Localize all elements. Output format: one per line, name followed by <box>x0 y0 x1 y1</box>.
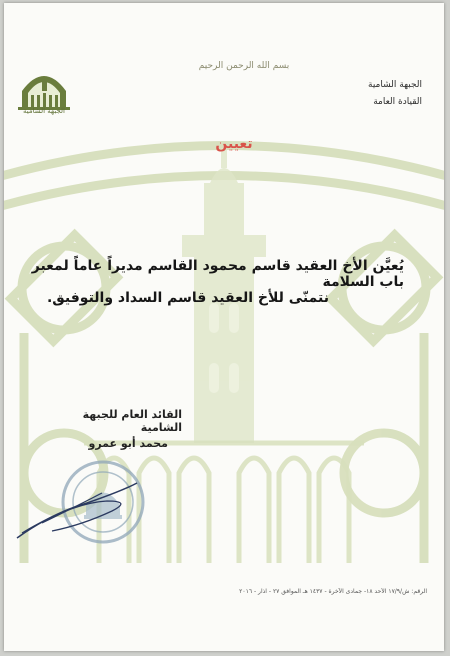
signatory-title: القائد العام للجبهة الشامية <box>82 408 182 434</box>
document-title: تعيين <box>215 136 253 152</box>
organization-department: القيادة العامة <box>373 97 422 107</box>
signatory-name: محمد أبو عمرو <box>88 437 168 450</box>
organization-header <box>368 77 422 111</box>
organization-name: الجبهة الشامية <box>368 80 422 90</box>
body-line: نتمنّى للأخ العقيد قاسم السداد والتوفيق. <box>46 290 329 306</box>
body-line: يُعيَّن الأخ العقيد قاسم محمود القاسم مديراً عاماً لمعبر باب السلامة <box>31 258 404 290</box>
document-footer: الرقم: ش/١٧/٩ الأحد ١٨- جمادى الآخرة - ١٤٣٧ هـ الموافق ٢٧ - آذار - ٢٠١٦ <box>239 588 427 595</box>
basmala: بسم الله الرحمن الرحيم <box>198 61 290 71</box>
handwritten-signature <box>12 463 142 543</box>
document-page <box>4 3 444 651</box>
logo-caption: الجبهة الشامية <box>23 107 65 115</box>
